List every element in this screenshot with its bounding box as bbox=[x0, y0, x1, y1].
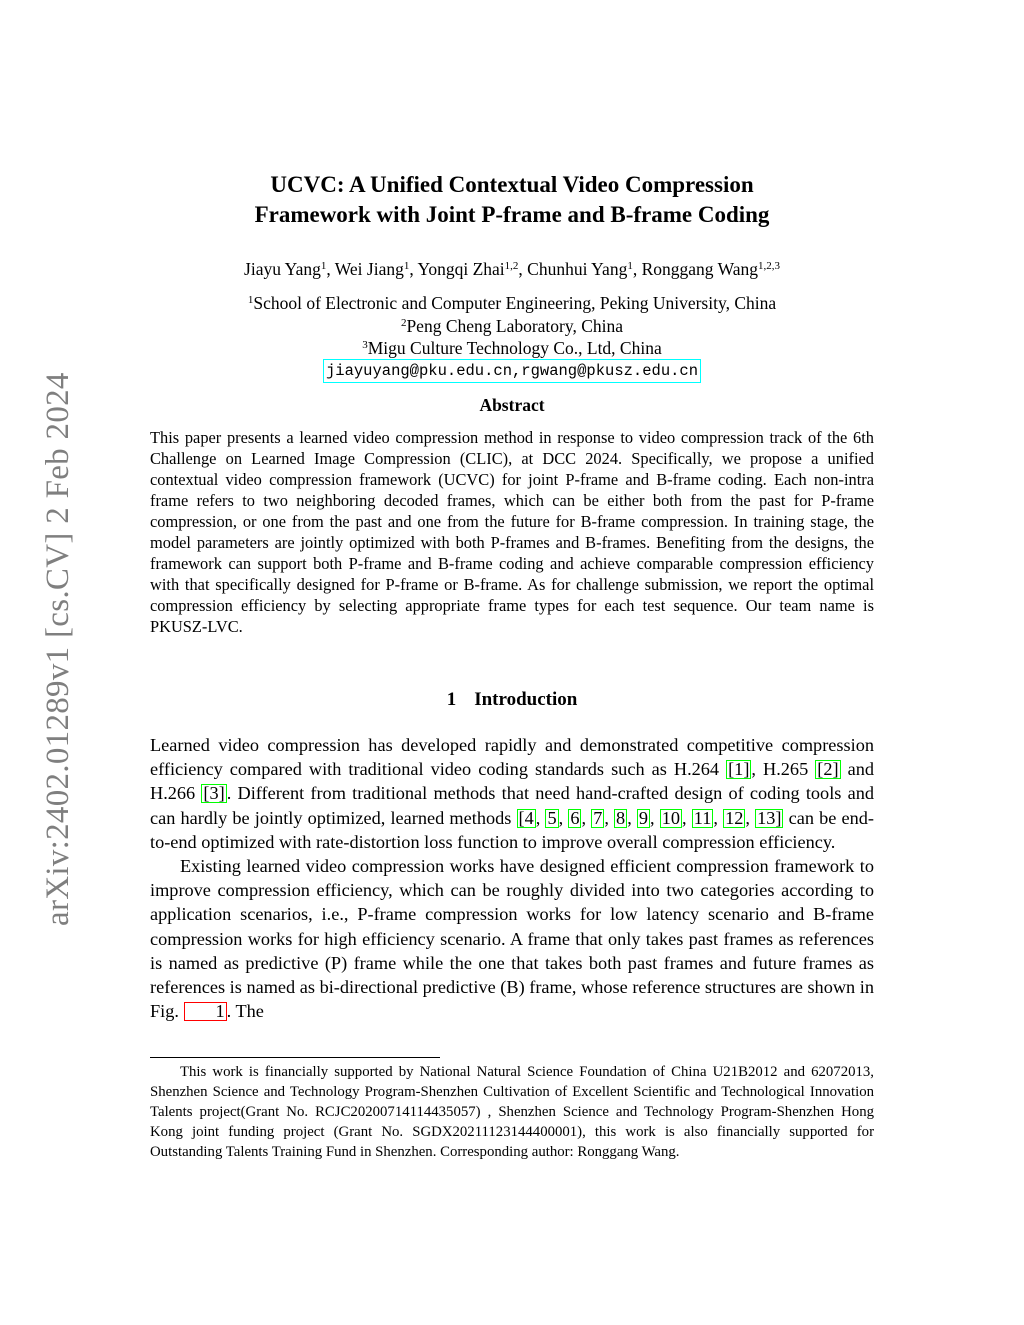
email-link[interactable]: jiayuyang@pku.edu.cn,rgwang@pkusz.edu.cn bbox=[323, 359, 701, 383]
citation-link[interactable]: 11 bbox=[693, 807, 712, 828]
affiliations bbox=[150, 292, 874, 360]
figure-link[interactable]: 1 bbox=[184, 1002, 227, 1021]
author: Yongqi Zhai$^{1,2}$, bbox=[417, 259, 528, 279]
abstract-text: This paper presents a learned video compression method in response to video compression track of the 6th Challenge on Learned Image Compression (CLIC), at DCC 2024. Specifically, we propose a unified contextual video compression framework (UCVC) for joint P-frame and B-frame coding. Each non-intra frame refers to two neighboring decoded frames, which can be either both from the past for P-frame compression, or one from the past and one from the future for B-frame compression. In training stage, the model parameters are jointly optimized with both P-frames and B-frames. Benefiting from the designs, the framework can support both P-frame and B-frame coding and achieve comparable compression efficiency with that specifically designed for P-frame or B-frame. As for challenge submission, we report the optimal compression efficiency by selecting appropriate frame types for each test sequence. Our team name is PKUSZ-LVC. bbox=[150, 428, 874, 636]
title-line-2: Framework with Joint P-frame and B-frame Coding bbox=[254, 202, 770, 227]
affiliation: $^3$Migu Culture Technology Co., Ltd, China bbox=[362, 338, 662, 358]
arxiv-stamp: arXiv:2402.01289v1 [cs.CV] 2 Feb 2024 bbox=[40, 372, 76, 926]
footnote-rule bbox=[150, 1057, 440, 1058]
citation-link[interactable]: [3] bbox=[203, 783, 225, 804]
section-heading bbox=[150, 688, 874, 712]
paragraph: Learned video compression has developed rapidly and demonstrated competitive compression efficiency compared with traditional video coding standards such as H.264 [1] , H.265 [2] and H.266 [3] . Different from traditional methods that need hand-crafted design of coding tools and can hardly be jointly optimized, learned methods [4 , 5 , 6 , 7 , 8 , 9 , 10 , 11 , 12 , 13] can be end-to-end optimized with rate-distortion loss function to improve overall compression efficiency. bbox=[150, 735, 875, 852]
author: Ronggang Wang$^{1,2,3}$ bbox=[641, 259, 780, 279]
citation-link[interactable]: 5 bbox=[547, 807, 557, 828]
footnote: This work is financially supported by National Natural Science Foundation of China U21B2012 and 62072013, Shenzhen Science and Technology Program-Shenzhen Cultivation of Excellent Scientific and Technological Innovation Talents project(Grant No. RCJC20200714114435057) , Shenzhen Science and Technology Program-Shenzhen Hong Kong joint funding project (Grant No. SGDX20211123144400001), this work is also financially supported for Outstanding Talents Training Fund in Shenzhen. Corresponding author: Ronggang Wang. bbox=[150, 1064, 874, 1160]
abstract-heading: Abstract bbox=[479, 395, 545, 415]
citation-link[interactable]: 9 bbox=[638, 807, 649, 828]
title-line-1: UCVC: A Unified Contextual Video Compression bbox=[270, 172, 754, 197]
citation-link[interactable]: 7 bbox=[593, 807, 603, 828]
citation-link[interactable]: [4 bbox=[518, 807, 534, 828]
citation-link[interactable]: 13] bbox=[757, 807, 782, 828]
affiliation: $^2$Peng Cheng Laboratory, China bbox=[400, 315, 624, 336]
author: Wei Jiang$^1$, bbox=[334, 259, 418, 279]
paper-title bbox=[150, 170, 874, 230]
section-title: Introduction bbox=[474, 689, 578, 710]
section-number: 1 bbox=[446, 689, 457, 710]
introduction-body bbox=[150, 733, 874, 1023]
author: Jiayu Yang$^1$, bbox=[244, 259, 335, 279]
citation-link[interactable]: 8 bbox=[616, 807, 626, 828]
citation-link[interactable]: 12 bbox=[725, 807, 744, 828]
citation-link[interactable]: 6 bbox=[570, 807, 580, 828]
author: Chunhui Yang$^1$, bbox=[527, 259, 642, 279]
author-list bbox=[150, 258, 874, 280]
paragraph: Existing learned video compression works have designed efficient compression framework to improve compression efficiency, which can be roughly divided into two categories according to application scenarios, i.e., P-frame compression works for low latency scenario and B-frame compression works for high efficiency scenario. A frame that only takes past frames as references is named as predictive (P) frame while the one that takes both past frames and future frames as references is named as bi-directional predictive (B) frame, whose reference structures are shown in Fig. 1 . The bbox=[150, 856, 874, 1022]
email-row bbox=[150, 359, 874, 383]
citation-link[interactable]: 10 bbox=[661, 807, 681, 828]
citation-link[interactable]: [1] bbox=[728, 759, 750, 780]
affiliation: $^1$School of Electronic and Computer Engineering, Peking University, China bbox=[247, 293, 777, 313]
citation-link[interactable]: [2] bbox=[817, 759, 839, 780]
